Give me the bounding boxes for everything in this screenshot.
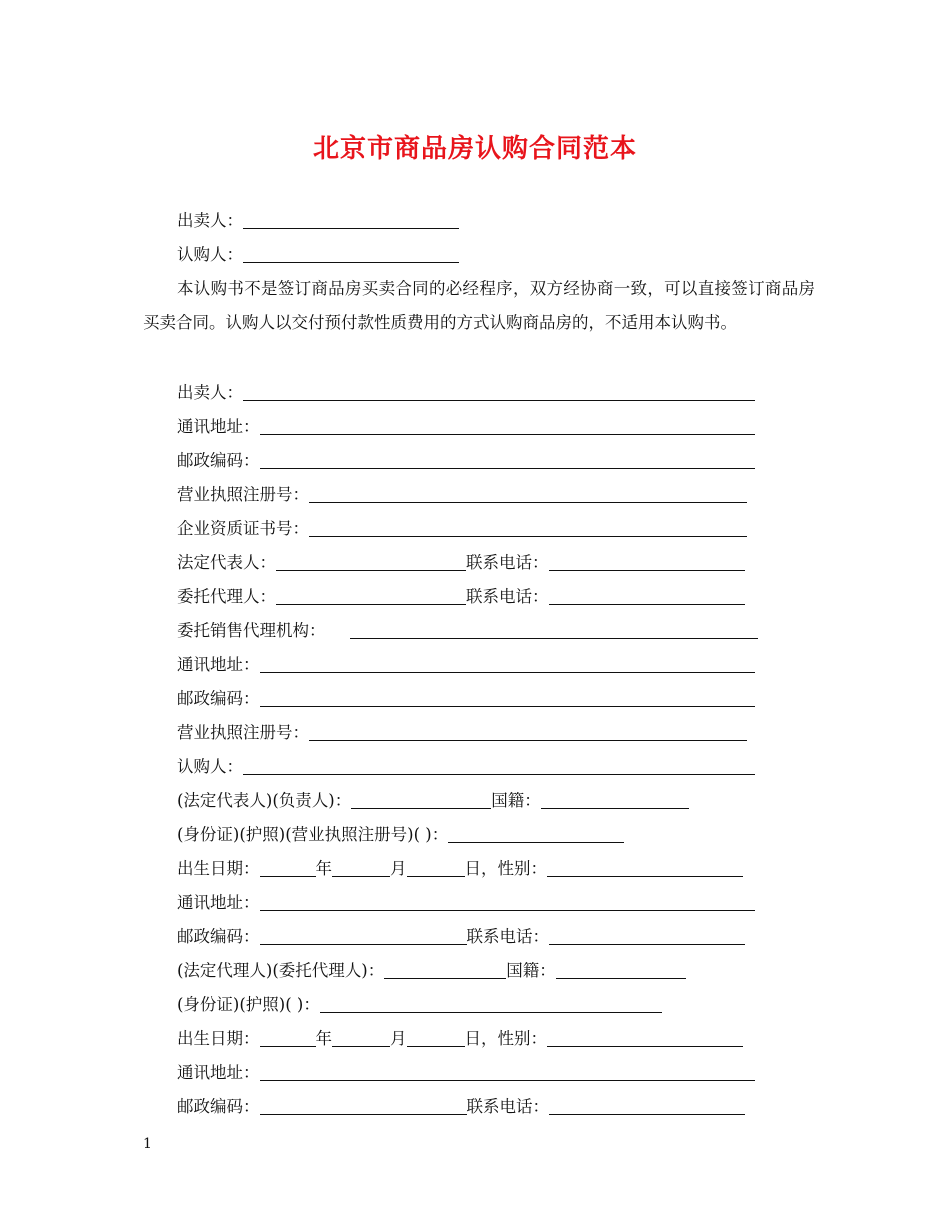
buyer-agent-address-label: 通讯地址： <box>177 1063 260 1082</box>
seller-agent-blank[interactable] <box>276 586 466 605</box>
buyer-id-label: (身份证)(护照)(营业执照注册号)( )： <box>177 825 449 844</box>
seller-postcode-blank[interactable] <box>260 450 755 469</box>
buyer-birth-month-blank[interactable] <box>332 858 390 877</box>
buyer-agent-nationality-blank[interactable] <box>556 960 686 979</box>
buyer-agent-line <box>177 958 686 982</box>
buyer-postcode-blank[interactable] <box>260 926 467 945</box>
buyer-agent-blank[interactable] <box>384 960 506 979</box>
seller-postcode-label: 邮政编码： <box>177 451 260 470</box>
buyer-legal-rep-label: (法定代表人)(负责人)： <box>177 791 352 810</box>
buyer-agent-gender-blank[interactable] <box>547 1028 743 1047</box>
buyer-agent-phone-blank[interactable] <box>549 1096 745 1115</box>
seller-qualification-label: 企业资质证书号： <box>177 519 309 538</box>
buyer-agent-postcode-blank[interactable] <box>260 1096 467 1115</box>
buyer-legal-rep-blank[interactable] <box>351 790 491 809</box>
buyer-birth-year-blank[interactable] <box>260 858 316 877</box>
buyer-phone-blank[interactable] <box>549 926 745 945</box>
agency-license-blank[interactable] <box>309 722 747 741</box>
buyer-agent-birth-day-blank[interactable] <box>407 1028 465 1047</box>
header-buyer-blank[interactable] <box>243 244 459 263</box>
agency-license-line <box>177 720 747 744</box>
buyer-agent-address-blank[interactable] <box>260 1062 755 1081</box>
buyer-agent-id-line <box>177 992 662 1016</box>
seller-license-line <box>177 482 747 506</box>
seller-legal-rep-phone-label: 联系电话： <box>466 553 549 572</box>
seller-label: 出卖人： <box>177 383 243 402</box>
seller-address-blank[interactable] <box>260 416 755 435</box>
buyer-agent-birth-month-blank[interactable] <box>332 1028 390 1047</box>
agency-license-label: 营业执照注册号： <box>177 723 309 742</box>
buyer-birth-day-label: 日，性别： <box>464 859 547 878</box>
seller-address-line <box>177 414 755 438</box>
buyer-agent-postcode-line <box>177 1094 745 1118</box>
buyer-address-blank[interactable] <box>260 892 755 911</box>
agency-address-label: 通讯地址： <box>177 655 260 674</box>
buyer-agent-label: (法定代理人)(委托代理人)： <box>177 961 385 980</box>
buyer-nationality-blank[interactable] <box>541 790 689 809</box>
seller-legal-rep-blank[interactable] <box>276 552 466 571</box>
seller-legal-rep-line <box>177 550 745 574</box>
seller-license-blank[interactable] <box>309 484 747 503</box>
seller-blank[interactable] <box>243 382 755 401</box>
header-buyer-label: 认购人： <box>177 245 243 264</box>
buyer-agent-birth-month-label: 月 <box>390 1029 407 1048</box>
seller-line <box>177 380 755 404</box>
agency-address-line <box>177 652 755 676</box>
buyer-birth-day-blank[interactable] <box>407 858 465 877</box>
buyer-blank[interactable] <box>243 756 755 775</box>
buyer-agent-id-blank[interactable] <box>320 994 662 1013</box>
buyer-address-line <box>177 890 755 914</box>
seller-sales-agency-line <box>177 618 758 642</box>
document-title: 北京市商品房认购合同范本 <box>312 134 637 164</box>
header-seller-label: 出卖人： <box>177 211 243 230</box>
header-seller-blank[interactable] <box>243 210 459 229</box>
buyer-nationality-label: 国籍： <box>491 791 541 810</box>
agency-address-blank[interactable] <box>260 654 755 673</box>
seller-qualification-line <box>177 516 747 540</box>
buyer-birth-year-label: 年 <box>315 859 332 878</box>
buyer-legal-rep-line <box>177 788 689 812</box>
intro-paragraph: 本认购书不是签订商品房买卖合同的必经程序，双方经协商一致，可以直接签订商品房买卖合同。认购人以交付预付款性质费用的方式认购商品房的，不适用本认购书。 <box>143 279 815 332</box>
buyer-phone-label: 联系电话： <box>466 927 549 946</box>
buyer-birth-month-label: 月 <box>390 859 407 878</box>
seller-legal-rep-label: 法定代表人： <box>177 553 276 572</box>
buyer-agent-address-line <box>177 1060 755 1084</box>
seller-qualification-blank[interactable] <box>309 518 747 537</box>
buyer-address-label: 通讯地址： <box>177 893 260 912</box>
buyer-agent-postcode-label: 邮政编码： <box>177 1097 260 1116</box>
buyer-birth-line <box>177 856 743 880</box>
seller-sales-agency-label: 委托销售代理机构： <box>177 621 326 640</box>
agency-postcode-label: 邮政编码： <box>177 689 260 708</box>
seller-address-label: 通讯地址： <box>177 417 260 436</box>
agency-postcode-blank[interactable] <box>260 688 755 707</box>
buyer-postcode-label: 邮政编码： <box>177 927 260 946</box>
agency-postcode-line <box>177 686 755 710</box>
buyer-label: 认购人： <box>177 757 243 776</box>
header-seller-line <box>177 208 459 232</box>
buyer-gender-blank[interactable] <box>547 858 743 877</box>
seller-agent-line <box>177 584 745 608</box>
seller-license-label: 营业执照注册号： <box>177 485 309 504</box>
header-buyer-line <box>177 242 459 266</box>
buyer-agent-nationality-label: 国籍： <box>506 961 556 980</box>
buyer-agent-birth-day-label: 日，性别： <box>464 1029 547 1048</box>
seller-legal-rep-phone-blank[interactable] <box>549 552 745 571</box>
seller-sales-agency-blank[interactable] <box>350 620 758 639</box>
seller-agent-phone-blank[interactable] <box>549 586 745 605</box>
buyer-agent-id-label: (身份证)(护照)( )： <box>177 995 320 1014</box>
buyer-id-blank[interactable] <box>448 824 624 843</box>
page-number: 1 <box>143 1136 152 1152</box>
buyer-agent-birth-line <box>177 1026 743 1050</box>
buyer-birth-label: 出生日期： <box>177 859 260 878</box>
buyer-id-line <box>177 822 624 846</box>
buyer-line <box>177 754 755 778</box>
buyer-postcode-line <box>177 924 745 948</box>
buyer-agent-phone-label: 联系电话： <box>466 1097 549 1116</box>
seller-agent-phone-label: 联系电话： <box>466 587 549 606</box>
buyer-agent-birth-label: 出生日期： <box>177 1029 260 1048</box>
buyer-agent-birth-year-blank[interactable] <box>260 1028 316 1047</box>
buyer-agent-birth-year-label: 年 <box>315 1029 332 1048</box>
seller-agent-label: 委托代理人： <box>177 587 276 606</box>
seller-postcode-line <box>177 448 755 472</box>
